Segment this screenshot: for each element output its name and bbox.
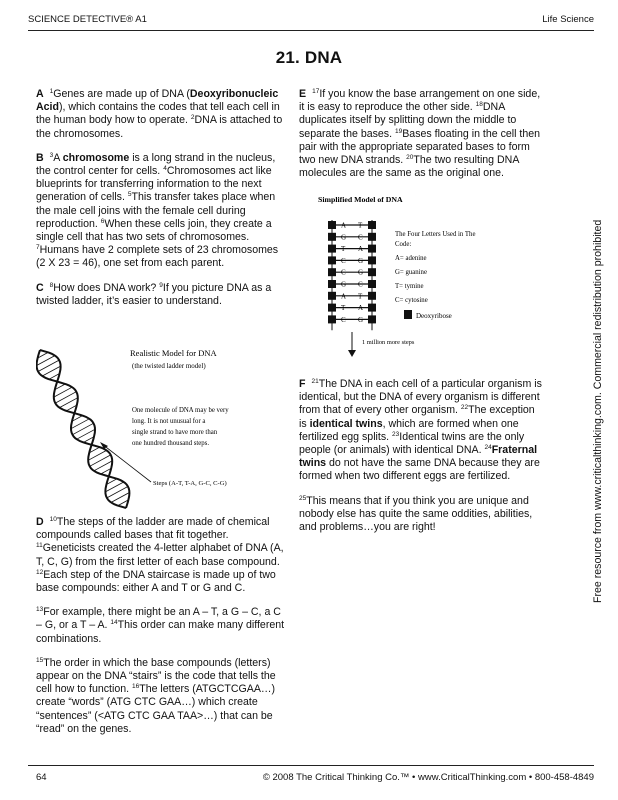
paragraph-label: B — [36, 151, 44, 164]
footer-rule — [28, 765, 594, 766]
sentence-number: 13 — [36, 606, 44, 614]
sentence-number: 18 — [475, 101, 483, 109]
deoxyribose-left — [328, 280, 336, 288]
deoxyribose-label: Deoxyribose — [416, 312, 452, 320]
base-left: T — [341, 304, 346, 313]
deoxyribose-right — [368, 280, 376, 288]
helix-step — [107, 487, 128, 498]
legend-entry: G= guanine — [395, 269, 427, 276]
base-left: T — [341, 245, 346, 254]
deoxyribose-right — [368, 256, 376, 264]
sentence-number: 4 — [163, 165, 167, 173]
paragraph-label: E — [299, 88, 307, 100]
sentence-number: 16 — [132, 683, 140, 691]
deoxyribose-right — [368, 233, 376, 241]
legend-entry: C= cytosine — [395, 297, 428, 304]
paragraph-c: C $^8$How does DNA work? $^9$If you picture DNA as a twisted ladder, it’s easier to understand. — [36, 281, 272, 307]
sentence-number: 8 — [49, 281, 54, 289]
realistic-model-title: Realistic Model for DNA — [130, 348, 217, 358]
key-term: Deoxyribonucleic Acid — [36, 88, 279, 114]
deoxyribose-right — [368, 268, 376, 276]
sentence-number: 17 — [312, 88, 320, 95]
sentence-number: 21 — [311, 378, 319, 385]
helix-step — [55, 392, 76, 403]
deoxyribose-swatch — [404, 310, 412, 319]
sentence-number: 14 — [110, 619, 118, 627]
base-right: G — [358, 268, 364, 277]
deoxyribose-left — [328, 292, 336, 300]
paragraph-e: E $^{17}$If you know the base arrangement on one side, it is easy to reproduce the other side. $^{18}$DNA duplicates itself by splitting down the middle to separate the bases. $^{19}$Bases floating in the cell then pair with the appropriate separated bases to form two new DNA strands. $^{20}$The two resulting DNA molecules are the same as the original one. — [299, 88, 541, 180]
simplified-model-title: Simplified Model of DNA — [318, 195, 403, 204]
sentence-number: 25 — [299, 494, 307, 502]
key-term: Fraternal twins — [299, 444, 538, 470]
base-right: C — [358, 233, 363, 242]
sentence-number: 5 — [127, 191, 132, 199]
deoxyribose-left — [328, 256, 336, 264]
sentence-number: 24 — [484, 444, 492, 452]
left-column — [36, 88, 288, 319]
sentence-number: 15 — [36, 656, 44, 664]
paragraph-f-conclusion: $^{25}$This means that if you think you are unique and nobody else has quite the same oddities, abilities, and problems…you are right! — [299, 494, 533, 534]
deoxyribose-left — [328, 221, 336, 229]
dna-ladder — [328, 220, 376, 330]
base-legend — [395, 255, 428, 304]
deoxyribose-right — [368, 221, 376, 229]
base-right: C — [358, 280, 363, 289]
realistic-dna-figure — [36, 340, 296, 510]
left-column-lower — [36, 516, 288, 747]
page-title: 21. DNA — [275, 48, 343, 67]
deoxyribose-right — [368, 292, 376, 300]
paragraph-label: D — [36, 516, 44, 528]
more-steps-arrowhead — [348, 350, 356, 357]
helix-step — [38, 360, 59, 371]
base-right: A — [358, 304, 364, 313]
sentence-number: 9 — [159, 281, 163, 289]
header-subject: Life Science — [542, 14, 594, 25]
base-left: G — [341, 233, 347, 242]
legend-entry: A= adenine — [395, 255, 427, 262]
footer-copyright: © 2008 The Critical Thinking Co.™ • www.CriticalThinking.com • 800-458-4849 — [262, 772, 594, 783]
deoxyribose-left — [328, 268, 336, 276]
sentence-number: 6 — [100, 217, 105, 225]
paragraph-label: F — [299, 378, 306, 390]
deoxyribose-left — [328, 245, 336, 253]
base-right: G — [358, 256, 364, 265]
helix-strand-1 — [37, 350, 126, 508]
key-term: identical twins — [309, 417, 383, 430]
sentence-number: 12 — [36, 568, 44, 576]
helix-step — [73, 423, 94, 434]
base-left: C — [341, 315, 346, 324]
legend-entry: T= tymine — [395, 283, 424, 290]
paragraph-d-example: $^{13}$For example, there might be an A – T, a G – C, a C – G, or a T – A. $^{14}$This order can make many different combinations. — [36, 606, 285, 645]
sentence-number: 11 — [36, 542, 43, 550]
base-left: G — [341, 280, 347, 289]
page-number: 64 — [36, 772, 47, 783]
double-helix — [37, 350, 130, 508]
helix-strand-2 — [40, 350, 129, 508]
deoxyribose-left — [328, 315, 336, 323]
realistic-model-note: One molecule of DNA may be very long. It is not unusual for a single strand to have more than one hundred thousand steps. — [132, 407, 229, 447]
base-left: A — [341, 292, 347, 301]
base-right: T — [358, 221, 363, 230]
sentence-number: 23 — [392, 430, 400, 438]
paragraph-d: D $^{10}$The steps of the ladder are made of chemical compounds called bases that fit together. $^{11}$Geneticists created the 4-letter alphabet of DNA (A, T, C, G) from the first letter of each base compound. $^{12}$Each step of the DNA staircase is made up of two base compounds: either A and T or G and C. — [36, 516, 284, 595]
sentence-number: 1 — [49, 88, 54, 95]
base-left: C — [341, 268, 346, 277]
sentence-number: 2 — [190, 114, 195, 122]
paragraph-label: A — [36, 88, 44, 100]
sentence-number: 7 — [36, 244, 40, 252]
paragraph-a: A $^1$Genes are made up of DNA (Deoxyribonucleic Acid), which contains the codes that tell each cell in the human body how to operate. $^2$DNA is attached to the chromosomes. — [36, 88, 283, 140]
sentence-number: 20 — [406, 154, 414, 162]
simplified-dna-figure — [310, 192, 540, 362]
deoxyribose-left — [328, 233, 336, 241]
right-column-lower — [299, 378, 545, 545]
sentence-number: 10 — [49, 516, 57, 523]
base-left: C — [341, 256, 346, 265]
paragraph-b: B $^3$A chromosome is a long strand in the nucleus, the control center for cells. $^4$Chromosomes act like blueprints for transferring information to the next generation of cells. $^5$This transfer takes place when the male cell joins with the female cell during reproduction. $^6$When these cells join, they create a single cell that has two sets of chromosomes. $^7$Humans have 2 complete sets of 23 chromosomes (2 X 23 = 46), one set from each parent. — [36, 151, 279, 270]
paragraph-label: C — [36, 281, 44, 294]
right-column — [299, 88, 545, 191]
sentence-number: 3 — [49, 151, 54, 159]
paragraph-d-code: $^{15}$The order in which the base compounds (letters) appear on the DNA “stairs” is the code that tells the cell how to function. $^{16}$The letters (ATGCTCGAA…) create “words” (ATG CTC GAA…) which create “sentences” (<ATG CTC GAA TAA>…) that can be “read” on the genes. — [36, 656, 276, 735]
base-left: A — [341, 221, 347, 230]
deoxyribose-right — [368, 304, 376, 312]
paragraph-f: F $^{21}$The DNA in each cell of a particular organism is identical, but the DNA of every organism is different from that of every other organism. $^{22}$The exception is identical twins, which are formed when one fertilized egg splits. $^{23}$Identical twins are the only people (or animals) with identical DNA. $^{24}$Fraternal twins do not have the same DNA because they are formed when two different eggs are fertilized. — [299, 378, 542, 483]
legend-title: The Four Letters Used in The Code: — [395, 231, 476, 248]
key-term: chromosome — [62, 151, 130, 164]
header-series: SCIENCE DETECTIVE® A1 — [28, 14, 147, 25]
deoxyribose-right — [368, 245, 376, 253]
realistic-model-subtitle: (the twisted ladder model) — [132, 362, 206, 370]
steps-label: Steps (A-T, T-A, G-C, C-G) — [153, 480, 227, 487]
helix-step — [90, 455, 111, 466]
header-rule — [28, 30, 594, 31]
deoxyribose-right — [368, 315, 376, 323]
deoxyribose-left — [328, 304, 336, 312]
base-right: T — [358, 292, 363, 301]
base-right: A — [358, 245, 364, 254]
redistribution-notice: Free resource from www.criticalthinking.com. Commercial redistribution prohibited — [592, 219, 604, 603]
more-steps-label: 1 million more steps — [362, 339, 415, 346]
sentence-number: 19 — [395, 127, 403, 135]
sentence-number: 22 — [460, 404, 469, 412]
base-right: G — [358, 315, 364, 324]
